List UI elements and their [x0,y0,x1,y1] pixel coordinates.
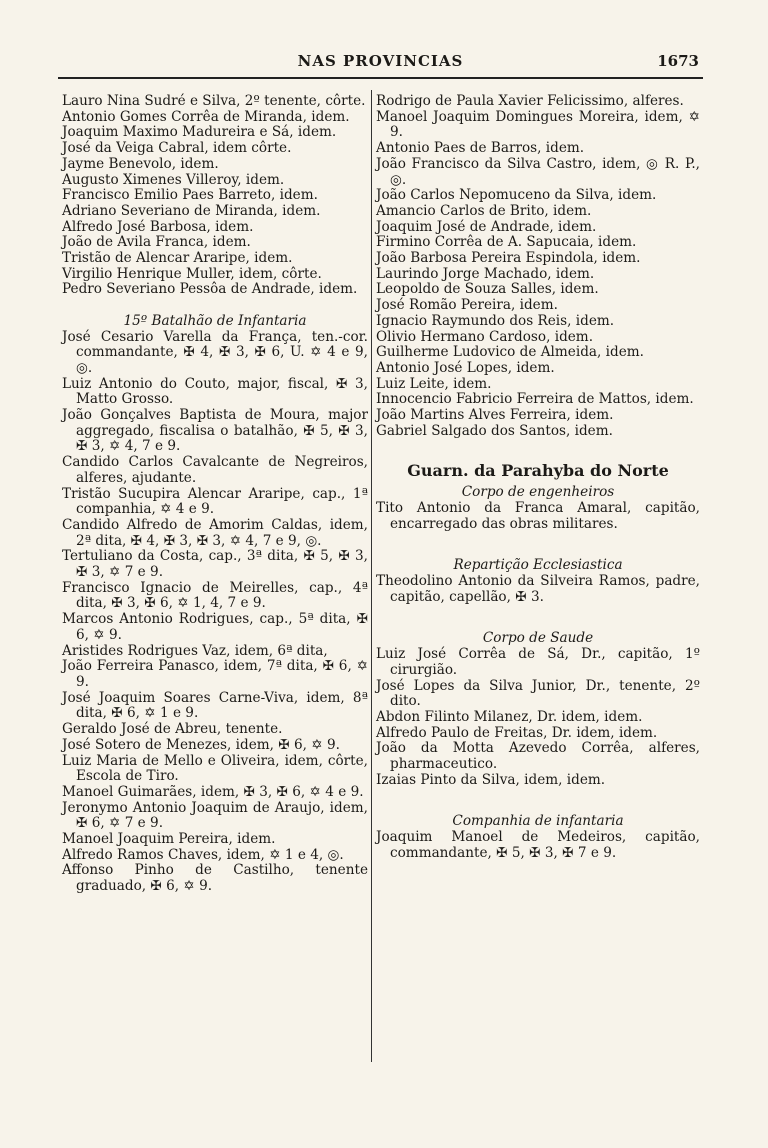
list-entry: João Carlos Nepomuceno da Silva, idem. [376,187,657,204]
list-entry: João da Motta Azevedo Corrêa, alferes, pharmaceutico. [376,740,700,773]
list-entry: Marcos Antonio Rodrigues, cap., 5ª dita, ✠ 6, ✡ 9. [62,611,368,643]
list-entry: Tristão Sucupira Alencar Araripe, cap., 1ª companhia, ✡ 4 e 9. [62,485,368,518]
section-heading: 15º Batalhão de Infantaria [123,312,307,329]
list-entry: Antonio Gomes Corrêa de Miranda, idem. [62,108,350,125]
list-entry: Theodolino Antonio da Silveira Ramos, padre, capitão, capellão, ✠ 3. [376,572,700,605]
page-number: 1673 [657,52,699,70]
list-entry: João Martins Alves Ferreira, idem. [376,407,614,424]
list-entry: João Barbosa Pereira Espindola, idem. [376,250,641,267]
list-entry: Luiz Leite, idem. [376,375,492,392]
list-entry: José Romão Pereira, idem. [376,297,558,314]
list-entry: Affonso Pinho de Castilho, tenente graduado, ✠ 6, ✡ 9. [62,862,368,895]
battalion-list [62,330,368,895]
list-entry: Virgilio Henrique Muller, idem, côrte. [62,265,322,282]
list-entry: Alfredo José Barbosa, idem. [62,218,254,235]
list-entry: Tito Antonio da Franca Amaral, capitão, encarregado das obras militares. [376,499,700,532]
list-entry: Pedro Severiano Pessôa de Andrade, idem. [62,281,358,298]
list-entry: Luiz Antonio do Couto, major, fiscal, ✠ 3, Matto Grosso. [62,375,368,408]
list-entry: Ignacio Raymundo dos Reis, idem. [376,312,615,329]
list-entry: João de Avila Franca, idem. [62,234,251,251]
header-rule [58,77,703,79]
list-entry: João Ferreira Panasco, idem, 7ª dita, ✠ 6, ✡ 9. [62,658,368,690]
list-entry: João Gonçalves Baptista de Moura, major aggregado, fiscalisa o batalhão, ✠ 5, ✠ 3, ✠ 3, ✡ 4, 7 e 9. [62,407,368,455]
list-entry: José Joaquim Soares Carne-Viva, idem, 8ª dita, ✠ 6, ✡ 1 e 9. [62,689,368,722]
list-entry: Leopoldo de Souza Salles, idem. [376,281,599,298]
list-entry: Lauro Nina Sudré e Silva, 2º tenente, côrte. [62,93,366,109]
column-divider [371,90,372,1062]
list-entry: Tertuliano da Costa, cap., 3ª dita, ✠ 5, ✠ 3, ✠ 3, ✡ 7 e 9. [62,548,368,581]
list-entry: Luiz José Corrêa de Sá, Dr., capitão, 1º cirurgião. [376,646,700,678]
list-entry: Amancio Carlos de Brito, idem. [376,202,592,219]
list-entry: Alfredo Ramos Chaves, idem, ✡ 1 e 4, ◎. [62,846,344,863]
list-entry: Geraldo José de Abreu, tenente. [62,721,283,738]
list-entry: Jeronymo Antonio Joaquim de Araujo, idem, ✠ 6, ✡ 7 e 9. [62,799,368,832]
list-entry: Augusto Ximenes Villeroy, idem. [62,171,285,188]
list-entry: Rodrigo de Paula Xavier Felicissimo, alferes. [376,93,684,109]
list-entry: José da Veiga Cabral, idem côrte. [62,140,292,157]
list-entry: José Lopes da Silva Junior, Dr., tenente, 2º dito. [376,677,700,710]
list-entry: Adriano Severiano de Miranda, idem. [62,202,321,219]
list-entry: Olivio Hermano Cardoso, idem. [376,328,594,345]
list-entry: Gabriel Salgado dos Santos, idem. [376,422,613,439]
garrison-sections [376,485,700,861]
list-entry: Tristão de Alencar Araripe, idem. [62,250,293,267]
list-entry: Antonio Paes de Barros, idem. [376,140,585,157]
section-entries [376,830,700,861]
page-header [58,52,703,74]
list-entry: Jayme Benevolo, idem. [62,155,219,172]
officer-list [62,94,368,298]
list-entry: Abdon Filinto Milanez, Dr. idem, idem. [376,708,643,725]
list-entry: Alfredo Paulo de Freitas, Dr. idem, idem. [376,724,658,741]
section-entries [376,647,700,788]
right-column [376,94,700,862]
section-entries [376,501,700,532]
garrison-title: Guarn. da Parahyba do Norte [407,461,669,481]
section-heading: Corpo de Saude [482,630,594,647]
officer-list [376,94,700,439]
list-entry: Candido Carlos Cavalcante de Negreiros, alferes, ajudante. [62,454,368,486]
list-entry: João Francisco da Silva Castro, idem, ◎ R. P., ◎. [376,155,700,188]
list-entry: Manoel Joaquim Domingues Moreira, idem, ✡ 9. [376,108,700,141]
list-entry: José Cesario Varella da França, ten.-cor. commandante, ✠ 4, ✠ 3, ✠ 6, U. ✡ 4 e 9, ◎. [62,328,368,376]
list-entry: Luiz Maria de Mello e Oliveira, idem, côrte, Escola de Tiro. [62,752,368,785]
list-entry: Antonio José Lopes, idem. [376,359,555,376]
list-entry: Francisco Emilio Paes Barreto, idem. [62,187,318,204]
list-entry: Joaquim Manoel de Medeiros, capitão, commandante, ✠ 5, ✠ 3, ✠ 7 e 9. [376,829,700,861]
list-entry: Firmino Corrêa de A. Sapucaia, idem. [376,234,637,251]
section-heading: Repartição Ecclesiastica [453,557,623,574]
list-entry: Candido Alfredo de Amorim Caldas, idem, 2ª dita, ✠ 4, ✠ 3, ✠ 3, ✡ 4, 7 e 9, ◎. [62,516,368,549]
section-heading: Companhia de infantaria [452,813,624,830]
running-title: NAS PROVINCIAS [297,52,464,70]
list-entry: Manoel Guimarães, idem, ✠ 3, ✠ 6, ✡ 4 e 9. [62,783,364,800]
list-entry: Francisco Ignacio de Meirelles, cap., 4ª dita, ✠ 3, ✠ 6, ✡ 1, 4, 7 e 9. [62,579,368,612]
left-column [62,94,368,895]
list-entry: José Sotero de Menezes, idem, ✠ 6, ✡ 9. [62,736,340,753]
section-heading: Corpo de engenheiros [461,484,615,501]
list-entry: Guilherme Ludovico de Almeida, idem. [376,344,644,361]
list-entry: Izaias Pinto da Silva, idem, idem. [376,771,606,788]
list-entry: Joaquim José de Andrade, idem. [376,218,597,235]
section-entries [376,574,700,605]
list-entry: Manoel Joaquim Pereira, idem. [62,831,276,848]
list-entry: Laurindo Jorge Machado, idem. [376,265,595,282]
list-entry: Innocencio Fabricio Ferreira de Mattos, idem. [376,391,694,408]
list-entry: Aristides Rodrigues Vaz, idem, 6ª dita, [62,642,328,659]
list-entry: Joaquim Maximo Madureira e Sá, idem. [62,124,337,141]
